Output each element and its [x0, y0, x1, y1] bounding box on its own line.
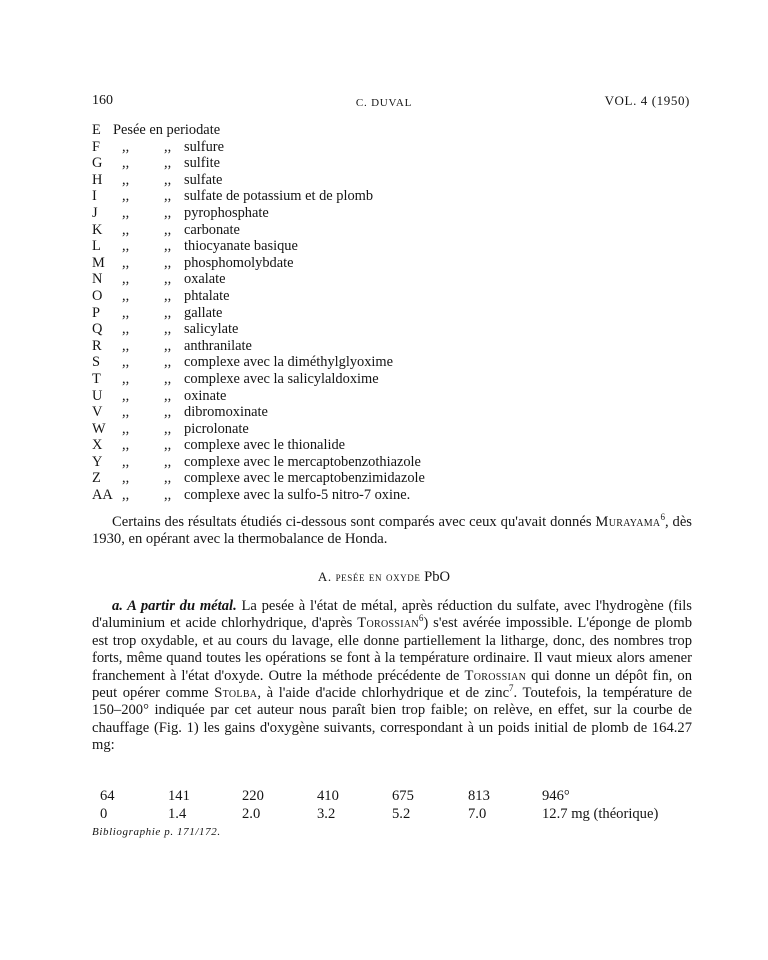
list-item — [92, 188, 692, 205]
temperature-cell: 64 — [100, 788, 115, 804]
list-item — [92, 487, 692, 504]
ditto-mark: ,, — [122, 254, 130, 271]
intro-paragraph: Certains des résultats étudiés ci-dessous sont comparés avec ceux qu'avait donnés Murayama$^6$, dès 1930, en opérant avec la thermobalance de Honda. — [92, 512, 692, 548]
ditto-mark: ,, — [164, 487, 172, 504]
temperature-cell: 946° — [542, 788, 570, 804]
ditto-mark: ,, — [164, 204, 172, 221]
list-description: oxinate — [184, 387, 227, 404]
ditto-mark: ,, — [122, 370, 130, 387]
ditto-mark: ,, — [164, 321, 172, 338]
list-letter: V — [92, 404, 103, 421]
list-letter: J — [92, 204, 98, 221]
list-description: sulfate — [184, 171, 223, 188]
list-item — [92, 470, 692, 487]
temperature-cell: 220 — [242, 788, 264, 804]
list-letter: AA — [92, 487, 113, 504]
list-item — [92, 305, 692, 322]
list-description: thiocyanate basique — [184, 238, 298, 255]
ditto-mark: ,, — [122, 188, 130, 205]
list-letter: W — [92, 420, 106, 437]
list-letter: M — [92, 254, 105, 271]
ditto-mark: ,, — [164, 420, 172, 437]
list-letter: N — [92, 271, 103, 288]
gain-row — [92, 805, 712, 823]
list-description: picrolonate — [184, 420, 249, 437]
ditto-mark: ,, — [164, 404, 172, 421]
method-list — [92, 122, 692, 504]
list-description: complexe avec la diméthylglyoxime — [184, 354, 393, 371]
page-number: 160 — [92, 93, 113, 108]
list-description: sulfite — [184, 155, 220, 172]
list-description: complexe avec le mercaptobenzimidazole — [184, 470, 425, 487]
list-item — [92, 388, 692, 405]
ditto-mark: ,, — [164, 453, 172, 470]
list-description: complexe avec la sulfo-5 nitro-7 oxine. — [184, 487, 411, 504]
list-description: Pesée en periodate — [113, 122, 221, 138]
list-item — [92, 404, 692, 421]
ditto-mark: ,, — [122, 387, 130, 404]
gain-cell: 3.2 — [317, 806, 336, 822]
gain-cell: 2.0 — [242, 806, 261, 822]
list-item — [92, 454, 692, 471]
list-letter: X — [92, 437, 103, 454]
list-letter: P — [92, 304, 101, 321]
ditto-mark: ,, — [164, 188, 172, 205]
list-letter: G — [92, 155, 103, 172]
list-description: sulfate de potassium et de plomb — [184, 188, 374, 205]
ditto-mark: ,, — [122, 470, 130, 487]
list-description: phtalate — [184, 287, 230, 304]
temperature-row — [92, 787, 712, 805]
ditto-mark: ,, — [122, 287, 130, 304]
ditto-mark: ,, — [122, 321, 130, 338]
subsection-lead: a. A partir du métal. — [112, 598, 237, 614]
list-description: complexe avec le thionalide — [184, 437, 346, 454]
list-item — [92, 172, 692, 189]
list-description: anthranilate — [184, 337, 252, 354]
list-item — [92, 238, 692, 255]
gain-cell: 0 — [100, 806, 108, 822]
author-murayama: Murayama — [595, 514, 661, 530]
ditto-mark: ,, — [164, 138, 172, 155]
list-description: salicylate — [184, 321, 239, 338]
ditto-mark: ,, — [164, 354, 172, 371]
list-item — [92, 222, 692, 239]
list-letter: I — [92, 188, 97, 205]
list-description: oxalate — [184, 271, 226, 288]
list-item — [92, 321, 692, 338]
ditto-mark: ,, — [164, 171, 172, 188]
author-torossian: Torossian — [357, 615, 419, 632]
list-letter: H — [92, 171, 103, 188]
bibliography-note: Bibliographie p. 171/172. — [92, 826, 221, 838]
list-letter: Q — [92, 321, 103, 338]
list-letter: R — [92, 337, 102, 354]
temperature-cell: 141 — [168, 788, 190, 804]
gain-cell: 7.0 — [468, 806, 487, 822]
running-author: C. DUVAL — [355, 97, 413, 109]
ditto-mark: ,, — [122, 138, 130, 155]
list-item — [92, 354, 692, 371]
body-paragraph: a. A partir du métal. La pesée à l'état de métal, après réduction du sulfate, avec l'hydrogène (fils d'aluminium et acide chlorhydrique, d'après Torossian$^6$) s'est avérée impossible. L'éponge de plomb est trop oxydable, et au cours du lavage, elle donne partiellement la litharge, donc, des nombres trop forts, même quand toutes les opérations se font à la température ordinaire. Il vaut mieux alors amener franchement à l'état d'oxyde. Outre la méthode précédente de Torossian qui donne un dépôt fin, on peut opérer comme Stolba, à l'aide d'acide chlorhydrique et de zinc$^7$. Toutefois, la température de 150–200° indiquée par cet auteur nous paraît bien trop faible; on relève, en effet, sur la courbe de chauffage (Fig. 1) les gains d'oxygène suivants, correspondant à un poids initial de plomb de 164.27 mg: — [92, 598, 693, 754]
list-letter: E — [92, 122, 101, 138]
list-item — [92, 421, 692, 438]
ditto-mark: ,, — [122, 304, 130, 321]
ditto-mark: ,, — [122, 337, 130, 354]
ditto-mark: ,, — [122, 204, 130, 221]
list-description: dibromoxinate — [184, 404, 268, 421]
list-letter: F — [92, 138, 101, 155]
ditto-mark: ,, — [122, 271, 130, 288]
ditto-mark: ,, — [122, 171, 130, 188]
list-description: gallate — [184, 304, 223, 321]
section-heading: A. pesée en oxyde PbO — [317, 569, 451, 585]
list-letter: O — [92, 287, 103, 304]
temperature-cell: 410 — [317, 788, 339, 804]
ditto-mark: ,, — [164, 254, 172, 271]
list-description: complexe avec le mercaptobenzothiazole — [184, 453, 421, 470]
ditto-mark: ,, — [164, 221, 172, 238]
reference-6: 6 — [660, 512, 665, 523]
list-description: complexe avec la salicylaldoxime — [184, 370, 379, 387]
ditto-mark: ,, — [164, 238, 172, 255]
ditto-mark: ,, — [164, 470, 172, 487]
list-item — [92, 155, 692, 172]
volume-info: VOL. 4 (1950) — [604, 93, 690, 108]
gain-cell: 12.7 mg (théorique) — [542, 806, 659, 822]
temperature-cell: 813 — [468, 788, 490, 804]
list-item — [92, 437, 692, 454]
ditto-mark: ,, — [164, 304, 172, 321]
list-letter: L — [92, 238, 101, 255]
ditto-mark: ,, — [164, 287, 172, 304]
list-item — [92, 371, 692, 388]
list-letter: T — [92, 370, 101, 387]
data-table — [92, 787, 712, 823]
ditto-mark: ,, — [164, 271, 172, 288]
ditto-mark: ,, — [122, 420, 130, 437]
ditto-mark: ,, — [164, 337, 172, 354]
list-item — [92, 288, 692, 305]
ditto-mark: ,, — [122, 155, 130, 172]
ditto-mark: ,, — [122, 437, 130, 454]
author-stolba: Stolba — [214, 685, 258, 702]
list-item — [92, 139, 692, 156]
gain-cell: 1.4 — [168, 806, 187, 822]
list-letter: U — [92, 387, 103, 404]
list-item — [92, 271, 692, 288]
ditto-mark: ,, — [164, 387, 172, 404]
list-description: pyrophosphate — [184, 204, 269, 221]
ditto-mark: ,, — [122, 404, 130, 421]
ditto-mark: ,, — [164, 370, 172, 387]
list-description: sulfure — [184, 138, 224, 155]
list-item — [92, 122, 692, 139]
gain-cell: 5.2 — [392, 806, 411, 822]
list-item — [92, 205, 692, 222]
list-letter: S — [92, 354, 101, 371]
list-letter: Y — [92, 453, 103, 470]
ditto-mark: ,, — [122, 487, 130, 504]
ditto-mark: ,, — [122, 221, 130, 238]
list-description: carbonate — [184, 221, 240, 238]
temperature-cell: 675 — [392, 788, 414, 804]
list-item — [92, 338, 692, 355]
list-letter: K — [92, 221, 103, 238]
list-letter: Z — [92, 470, 101, 487]
list-description: phosphomolybdate — [184, 254, 294, 271]
ditto-mark: ,, — [122, 238, 130, 255]
ditto-mark: ,, — [122, 453, 130, 470]
ditto-mark: ,, — [122, 354, 130, 371]
list-item — [92, 255, 692, 272]
ditto-mark: ,, — [164, 155, 172, 172]
ditto-mark: ,, — [164, 437, 172, 454]
